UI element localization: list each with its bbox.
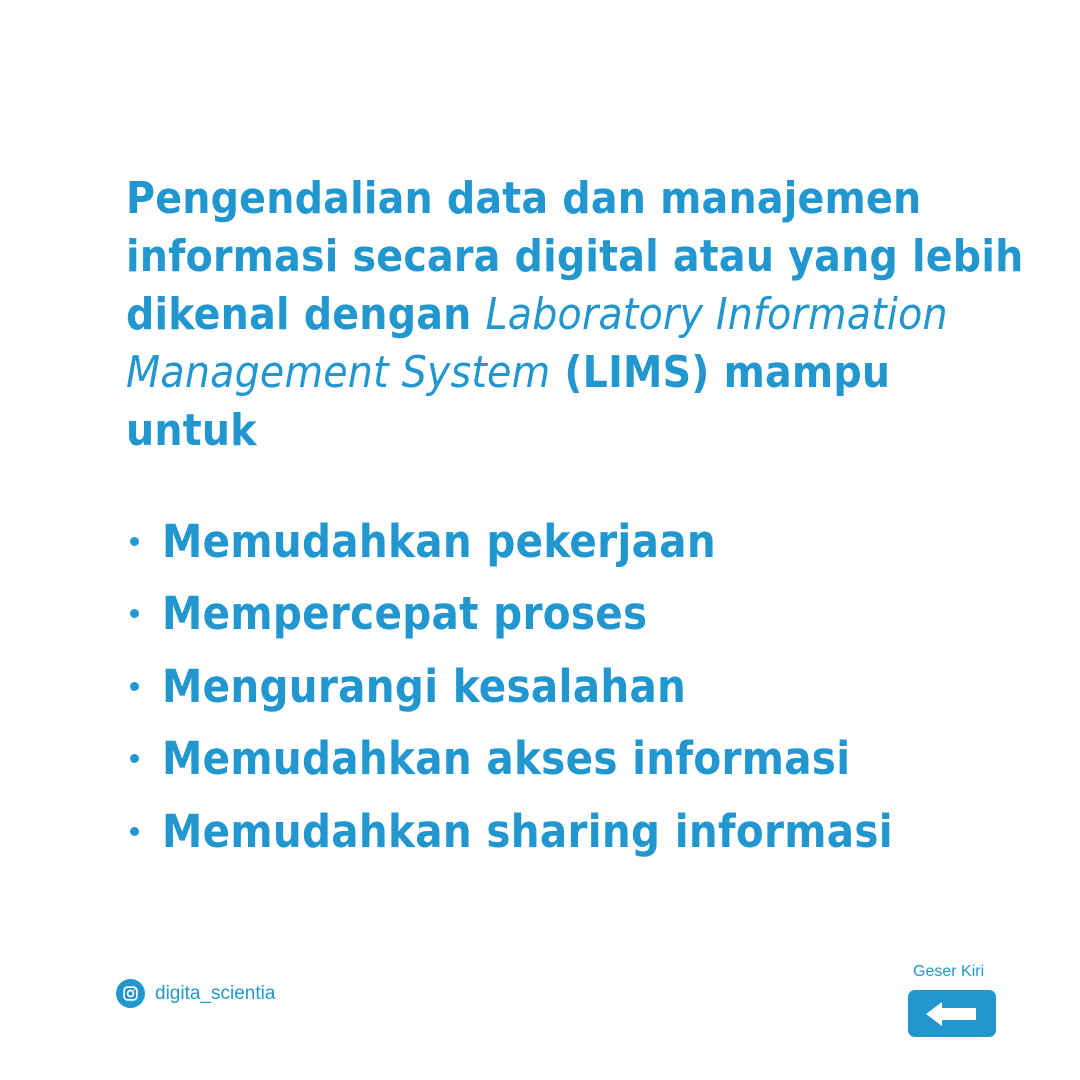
swipe-left-button[interactable] [908,990,996,1037]
list-item-text: Memudahkan pekerjaan [162,514,716,568]
list-item-text: Memudahkan sharing informasi [162,804,893,858]
intro-text-end: (LIMS) mampu untuk [126,347,891,456]
list-item [126,505,893,578]
intro-paragraph [126,170,1026,460]
benefit-list [126,505,893,868]
bullet-icon [130,609,139,618]
bullet-icon [130,827,139,836]
bullet-icon [130,537,139,546]
bullet-icon [130,682,139,691]
list-item [126,650,893,723]
list-item-text: Mengurangi kesalahan [162,659,687,713]
intro-emphasis: Laboratory Information Management System [126,289,948,398]
list-item-text: Memudahkan akses informasi [162,732,851,786]
instagram-handle[interactable] [116,979,275,1008]
list-item-text: Mempercepat proses [162,587,648,641]
list-item [126,578,893,651]
list-item [126,723,893,796]
instagram-icon [116,979,145,1008]
handle-text: digita_scientia [155,982,276,1004]
arrow-left-icon [924,1000,980,1028]
list-item [126,795,893,868]
intro-text-start: Pengendalian data dan manajemen informasi secara digital atau yang lebih dikenal dengan [126,173,1024,340]
bullet-icon [130,754,139,763]
swipe-label: Geser Kiri [913,963,985,980]
